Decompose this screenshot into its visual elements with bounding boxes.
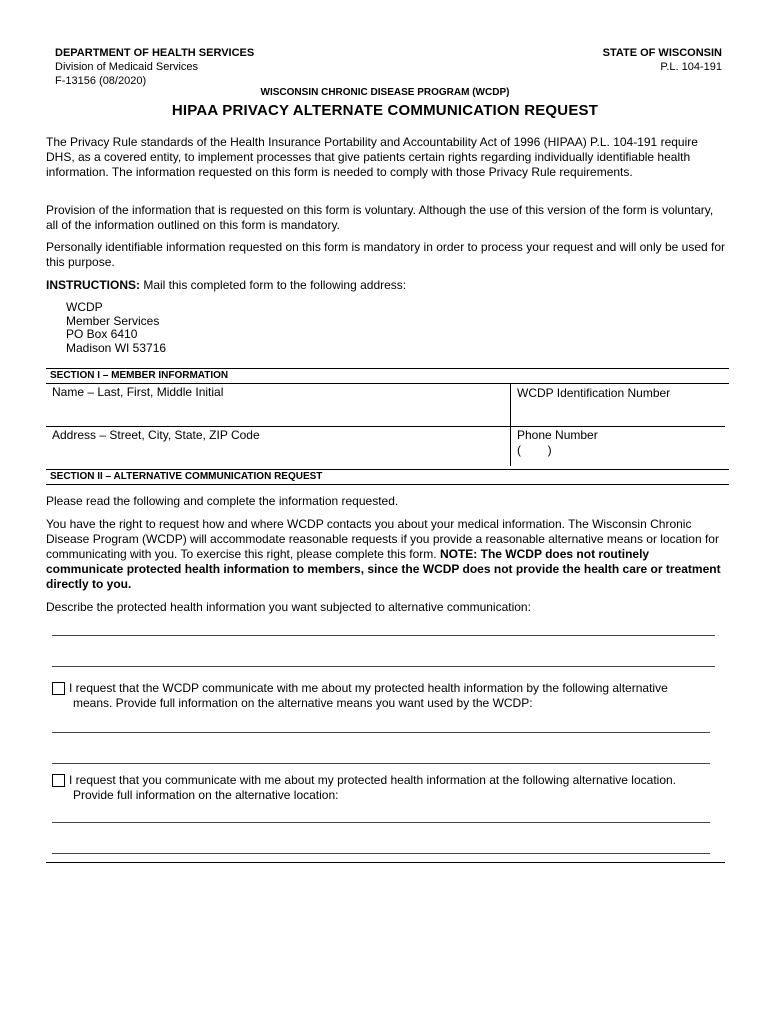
describe-prompt: Describe the protected health information you want subjected to alternative communication: bbox=[46, 600, 531, 614]
section-1-header: SECTION I – MEMBER INFORMATION bbox=[46, 368, 729, 384]
section-2-header: SECTION II – ALTERNATIVE COMMUNICATION REQUEST bbox=[46, 469, 729, 485]
label-line: I request that the WCDP communicate with me about my protected health information by the following alternative bbox=[69, 681, 668, 695]
header-right bbox=[603, 46, 722, 74]
alternative-means-line-2[interactable] bbox=[52, 763, 710, 764]
option-alternative-location bbox=[52, 773, 722, 805]
instructions bbox=[46, 278, 726, 293]
label-line: Provide full information on the alternative location: bbox=[73, 788, 339, 802]
form-id: F-13156 (08/2020) bbox=[55, 75, 147, 87]
section-2-paragraph-2 bbox=[46, 517, 726, 592]
law-reference: P.L. 104-191 bbox=[660, 61, 722, 73]
address-line: PO Box 6410 bbox=[66, 327, 138, 341]
row-divider bbox=[46, 426, 725, 427]
wcdp-id-field-label: WCDP Identification Number bbox=[517, 386, 671, 400]
label-line: means. Provide full information on the alternative means you want used by the WCDP: bbox=[73, 696, 533, 710]
state-name: STATE OF WISCONSIN bbox=[602, 47, 722, 59]
header-left bbox=[55, 46, 254, 88]
alternative-location-checkbox[interactable] bbox=[52, 774, 65, 787]
mailing-address bbox=[66, 301, 166, 355]
form-title: HIPAA PRIVACY ALTERNATE COMMUNICATION REQUEST bbox=[171, 102, 599, 119]
instructions-text: Mail this completed form to the following address: bbox=[140, 278, 407, 292]
alternative-means-line-1[interactable] bbox=[52, 732, 710, 733]
name-field[interactable] bbox=[46, 400, 509, 426]
intro-paragraph-1: The Privacy Rule standards of the Health Insurance Portability and Accountability Act of 1996 (HIPAA) P.L. 104-191 require DHS, as a covered entity, to implement processes that give patients certain rights regarding individually identifiable health information. The information requested on this form is needed to comply with those Privacy Rule requirements. bbox=[46, 135, 698, 179]
describe-line-2[interactable] bbox=[52, 666, 715, 667]
address-field[interactable] bbox=[46, 443, 509, 465]
intro-paragraph-2: Provision of the information that is requested on this form is voluntary. Although the use of this version of the form is voluntary, all of the information outlined on this form is mandatory. bbox=[46, 203, 714, 232]
section-2-paragraph-1: Please read the following and complete the information requested. bbox=[46, 494, 399, 508]
rights-text: You have the right to request how and where WCDP contacts you about your medical information. The Wisconsin Chronic Disease Program (WCDP) will accommodate reasonable requests if you provide a reasonable alternative means or location for communicating with you. To exercise this right, please complete this form. bbox=[46, 517, 719, 561]
describe-line-1[interactable] bbox=[52, 635, 715, 636]
alternative-means-checkbox[interactable] bbox=[52, 682, 65, 695]
program-name: WISCONSIN CHRONIC DISEASE PROGRAM (WCDP) bbox=[260, 87, 510, 98]
intro-paragraph-3: Personally identifiable information requested on this form is mandatory in order to process your request and will only be used for this purpose. bbox=[46, 240, 726, 269]
address-line: Member Services bbox=[66, 313, 160, 328]
alternative-location-label bbox=[69, 773, 719, 803]
name-field-label: Name – Last, First, Middle Initial bbox=[52, 385, 224, 399]
alternative-location-line-2[interactable] bbox=[52, 853, 710, 854]
division-name: Division of Medicaid Services bbox=[55, 61, 199, 73]
alternative-location-line-1[interactable] bbox=[52, 822, 710, 823]
form-bottom-rule bbox=[46, 862, 725, 863]
phone-field[interactable]: ( ) bbox=[517, 443, 552, 457]
address-field-label: Address – Street, City, State, ZIP Code bbox=[52, 428, 260, 442]
wcdp-id-field[interactable] bbox=[511, 401, 725, 426]
note-text: : The WCDP does not routinely communicate protected health information to members, since the WCDP does not provide the health care or treatment directly to you. bbox=[46, 547, 721, 591]
label-line: I request that you communicate with me about my protected health information at the following alternative location. bbox=[69, 773, 676, 787]
address-line: Madison WI 53716 bbox=[66, 340, 167, 355]
alternative-means-label bbox=[69, 681, 719, 711]
department-name: DEPARTMENT OF HEALTH SERVICES bbox=[55, 47, 255, 59]
instructions-label: INSTRUCTIONS: bbox=[46, 278, 140, 292]
option-alternative-means bbox=[52, 681, 722, 713]
phone-field-label: Phone Number bbox=[517, 428, 598, 442]
address-line: WCDP bbox=[66, 300, 103, 314]
note-label: NOTE bbox=[439, 547, 474, 561]
